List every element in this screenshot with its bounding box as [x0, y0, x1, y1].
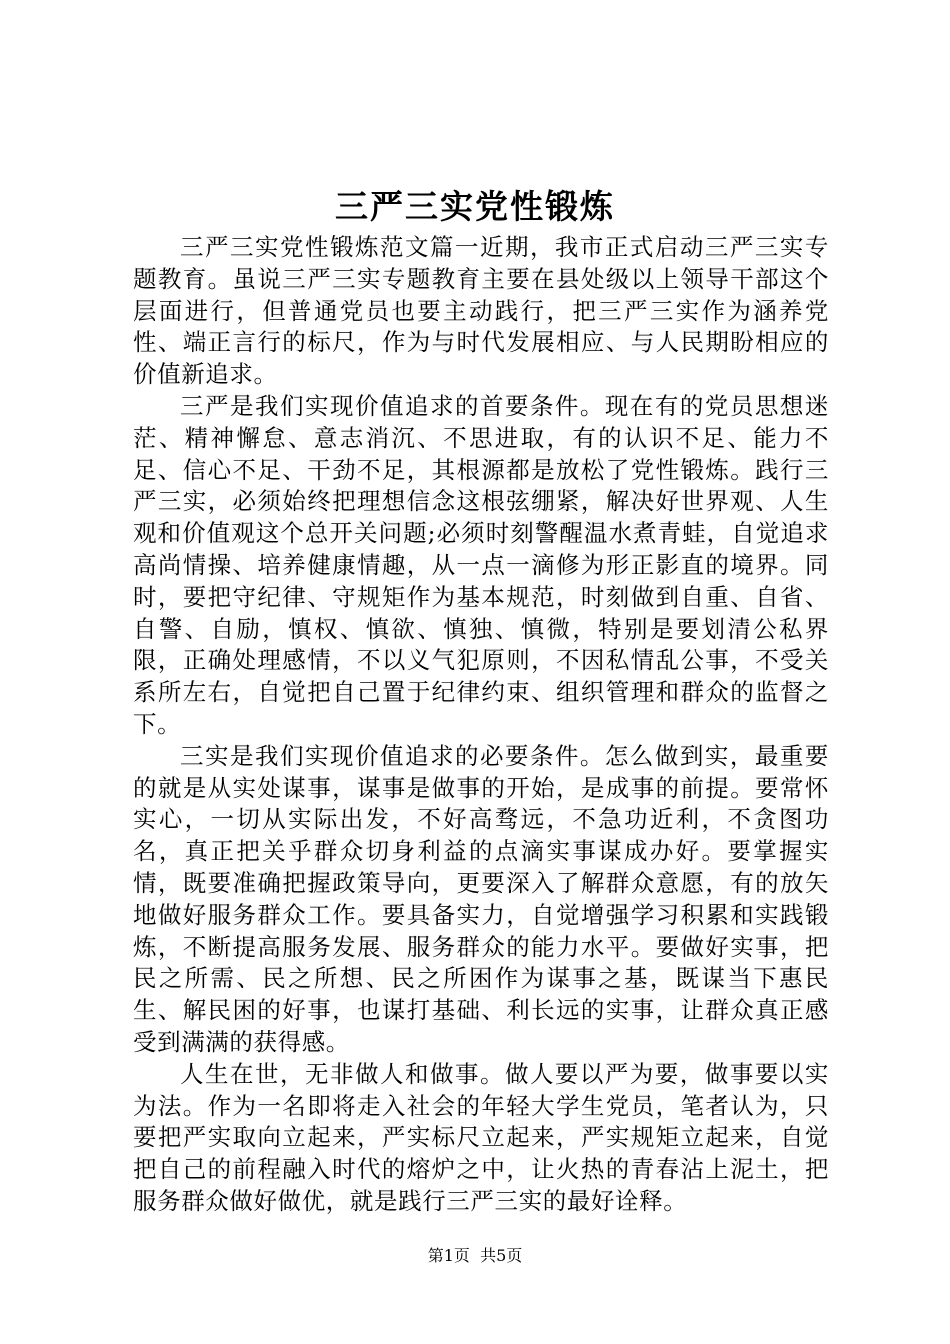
page-footer: 第1页 共5页	[427, 1246, 523, 1265]
paragraph-4: 人生在世，无非做人和做事。做人要以严为要，做事要以实为法。作为一名即将走入社会的年轻大学生党员，笔者认为，只要把严实取向立起来，严实标尺立起来，严实规矩立起来，自觉把自己的前程融入时代的熔炉之中，让火热的青春沾上泥土，把服务群众做好做优，就是践行三严三实的最好诠释。	[133, 1059, 829, 1215]
paragraph-1: 三严三实党性锻炼范文篇一近期，我市正式启动三严三实专题教育。虽说三严三实专题教育主要在县处级以上领导干部这个层面进行，但普通党员也要主动践行，把三严三实作为涵养党性、端正言行的标尺，作为与时代发展相应、与人民期盼相应的价值新追求。	[133, 233, 829, 389]
paragraph-2: 三严是我们实现价值追求的首要条件。现在有的党员思想迷茫、精神懈怠、意志消沉、不思进取，有的认识不足、能力不足、信心不足、干劲不足，其根源都是放松了党性锻炼。践行三严三实，必须始终把理想信念这根弦绷紧，解决好世界观、人生观和价值观这个总开关问题;必须时刻警醒温水煮青蛙，自觉追求高尚情操、培养健康情趣，从一点一滴修为形正影直的境界。同时，要把守纪律、守规矩作为基本规范，时刻做到自重、自省、自警、自励，慎权、慎欲、慎独、慎微，特别是要划清公私界限，正确处理感情，不以义气犯原则，不因私情乱公事，不受关系所左右，自觉把自己置于纪律约束、组织管理和群众的监督之下。	[133, 391, 829, 738]
document-body	[133, 232, 829, 1218]
document-title: 三严三实党性锻炼	[335, 187, 615, 226]
paragraph-3: 三实是我们实现价值追求的必要条件。怎么做到实，最重要的就是从实处谋事，谋事是做事的开始，是成事的前提。要常怀实心，一切从实际出发，不好高骛远，不急功近利，不贪图功名，真正把关乎群众切身利益的点滴实事谋成办好。要掌握实情，既要准确把握政策导向，更要深入了解群众意愿，有的放矢地做好服务群众工作。要具备实力，自觉增强学习积累和实践锻炼，不断提高服务发展、服务群众的能力水平。要做好实事，把民之所需、民之所想、民之所困作为谋事之基，既谋当下惠民生、解民困的好事，也谋打基础、利长远的实事，让群众真正感受到满满的获得感。	[133, 741, 829, 1056]
